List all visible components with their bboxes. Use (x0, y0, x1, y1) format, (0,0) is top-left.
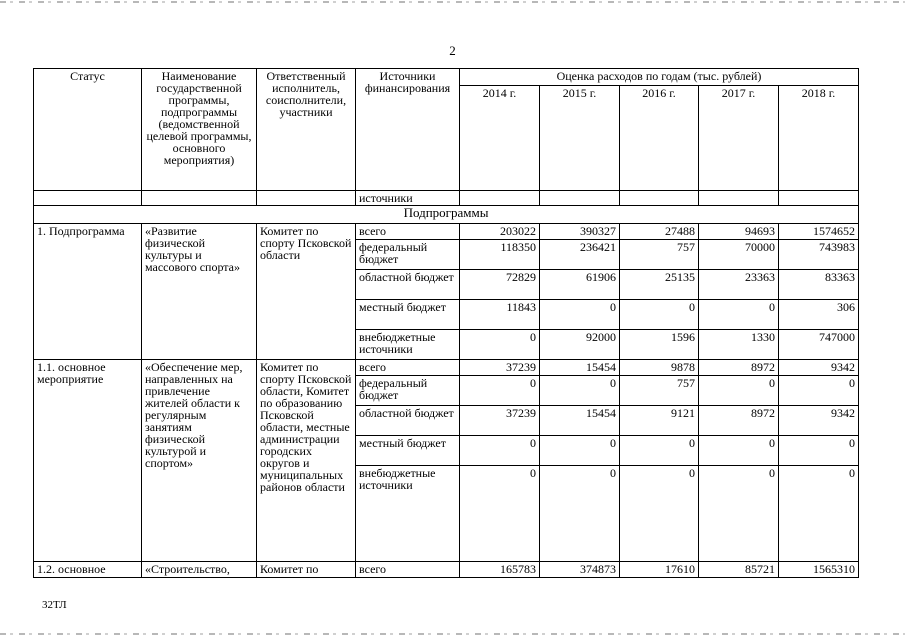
header-sources: Источники финансирования (356, 69, 460, 191)
section-title: Подпрограммы (34, 206, 859, 224)
row-value: 94693 (699, 224, 779, 240)
row-value: 25135 (620, 270, 699, 300)
row-value: 0 (540, 376, 620, 406)
header-year: 2016 г. (620, 86, 699, 191)
budget-table (33, 68, 859, 578)
row-source: всего (356, 224, 460, 240)
row-value: 747000 (779, 330, 859, 360)
row-value: 61906 (540, 270, 620, 300)
header-program-name: Наименование государственной программы, подпрограммы (ведомственной целевой программы, основного мероприятия) (142, 69, 257, 191)
row-source: местный бюджет (356, 436, 460, 466)
row-value: 0 (779, 436, 859, 466)
footer-code: 32ТЛ (42, 599, 67, 611)
row-value: 0 (460, 466, 540, 562)
table-row (34, 224, 859, 240)
row-value: 9342 (779, 406, 859, 436)
row-value: 0 (779, 376, 859, 406)
row-source: внебюджетные источники (356, 466, 460, 562)
row-responsible: Комитет по спорту Псковской области, Комитет по образованию Псковской области, местные администрации городских округов и муниципальных районов области (257, 360, 356, 562)
row-value: 9878 (620, 360, 699, 376)
row-value: 0 (460, 376, 540, 406)
row-value: 236421 (540, 240, 620, 270)
row-value: 743983 (779, 240, 859, 270)
header-year: 2014 г. (460, 86, 540, 191)
row-source: федеральный бюджет (356, 240, 460, 270)
continuation-label: источники (356, 191, 460, 206)
row-value: 15454 (540, 360, 620, 376)
header-year: 2015 г. (540, 86, 620, 191)
row-value: 0 (699, 300, 779, 330)
row-value: 8972 (699, 406, 779, 436)
header-responsible: Ответственный исполнитель, соисполнители, участники (257, 69, 356, 191)
row-value: 165783 (460, 562, 540, 578)
row-value: 1565310 (779, 562, 859, 578)
table-row (34, 562, 859, 578)
header-year: 2017 г. (699, 86, 779, 191)
row-source: внебюджетные источники (356, 330, 460, 360)
row-value: 17610 (620, 562, 699, 578)
row-source: областной бюджет (356, 406, 460, 436)
row-program-name: «Строительство, (142, 562, 257, 578)
row-value: 203022 (460, 224, 540, 240)
row-program-name: «Обеспечение мер, направленных на привлечение жителей области к регулярным занятиям физической культурой и спортом» (142, 360, 257, 562)
table-row (34, 360, 859, 376)
row-source: федеральный бюджет (356, 376, 460, 406)
row-value: 0 (540, 300, 620, 330)
row-value: 83363 (779, 270, 859, 300)
row-value: 0 (699, 376, 779, 406)
row-value: 0 (620, 436, 699, 466)
row-value: 0 (699, 436, 779, 466)
row-status: 1.1. основное мероприятие (34, 360, 142, 562)
row-value: 0 (460, 436, 540, 466)
row-value: 27488 (620, 224, 699, 240)
row-value: 15454 (540, 406, 620, 436)
row-value: 390327 (540, 224, 620, 240)
page-number: 2 (449, 43, 456, 58)
row-value: 0 (699, 466, 779, 562)
row-value: 72829 (460, 270, 540, 300)
row-source: всего (356, 360, 460, 376)
scan-edge-top (0, 1, 905, 3)
scan-edge-bottom (0, 633, 905, 635)
row-value: 306 (779, 300, 859, 330)
row-value: 37239 (460, 406, 540, 436)
row-source: областной бюджет (356, 270, 460, 300)
row-value: 70000 (699, 240, 779, 270)
row-value: 118350 (460, 240, 540, 270)
row-value: 0 (620, 300, 699, 330)
row-value: 1574652 (779, 224, 859, 240)
row-value: 1330 (699, 330, 779, 360)
row-value: 9121 (620, 406, 699, 436)
row-value: 11843 (460, 300, 540, 330)
row-status: 1. Подпрограмма (34, 224, 142, 360)
row-value: 757 (620, 240, 699, 270)
row-value: 8972 (699, 360, 779, 376)
row-value: 757 (620, 376, 699, 406)
row-value: 92000 (540, 330, 620, 360)
row-value: 0 (620, 466, 699, 562)
row-value: 374873 (540, 562, 620, 578)
row-value: 0 (460, 330, 540, 360)
row-value: 37239 (460, 360, 540, 376)
row-value: 85721 (699, 562, 779, 578)
row-value: 1596 (620, 330, 699, 360)
row-value: 0 (779, 466, 859, 562)
header-estimate: Оценка расходов по годам (тыс. рублей) (460, 69, 859, 86)
row-value: 23363 (699, 270, 779, 300)
header-status: Статус (34, 69, 142, 191)
header-year: 2018 г. (779, 86, 859, 191)
row-value: 0 (540, 436, 620, 466)
row-status: 1.2. основное (34, 562, 142, 578)
row-responsible: Комитет по спорту Псковской области (257, 224, 356, 360)
row-program-name: «Развитие физической культуры и массового спорта» (142, 224, 257, 360)
row-value: 0 (540, 466, 620, 562)
row-source: всего (356, 562, 460, 578)
row-value: 9342 (779, 360, 859, 376)
row-responsible: Комитет по (257, 562, 356, 578)
row-source: местный бюджет (356, 300, 460, 330)
